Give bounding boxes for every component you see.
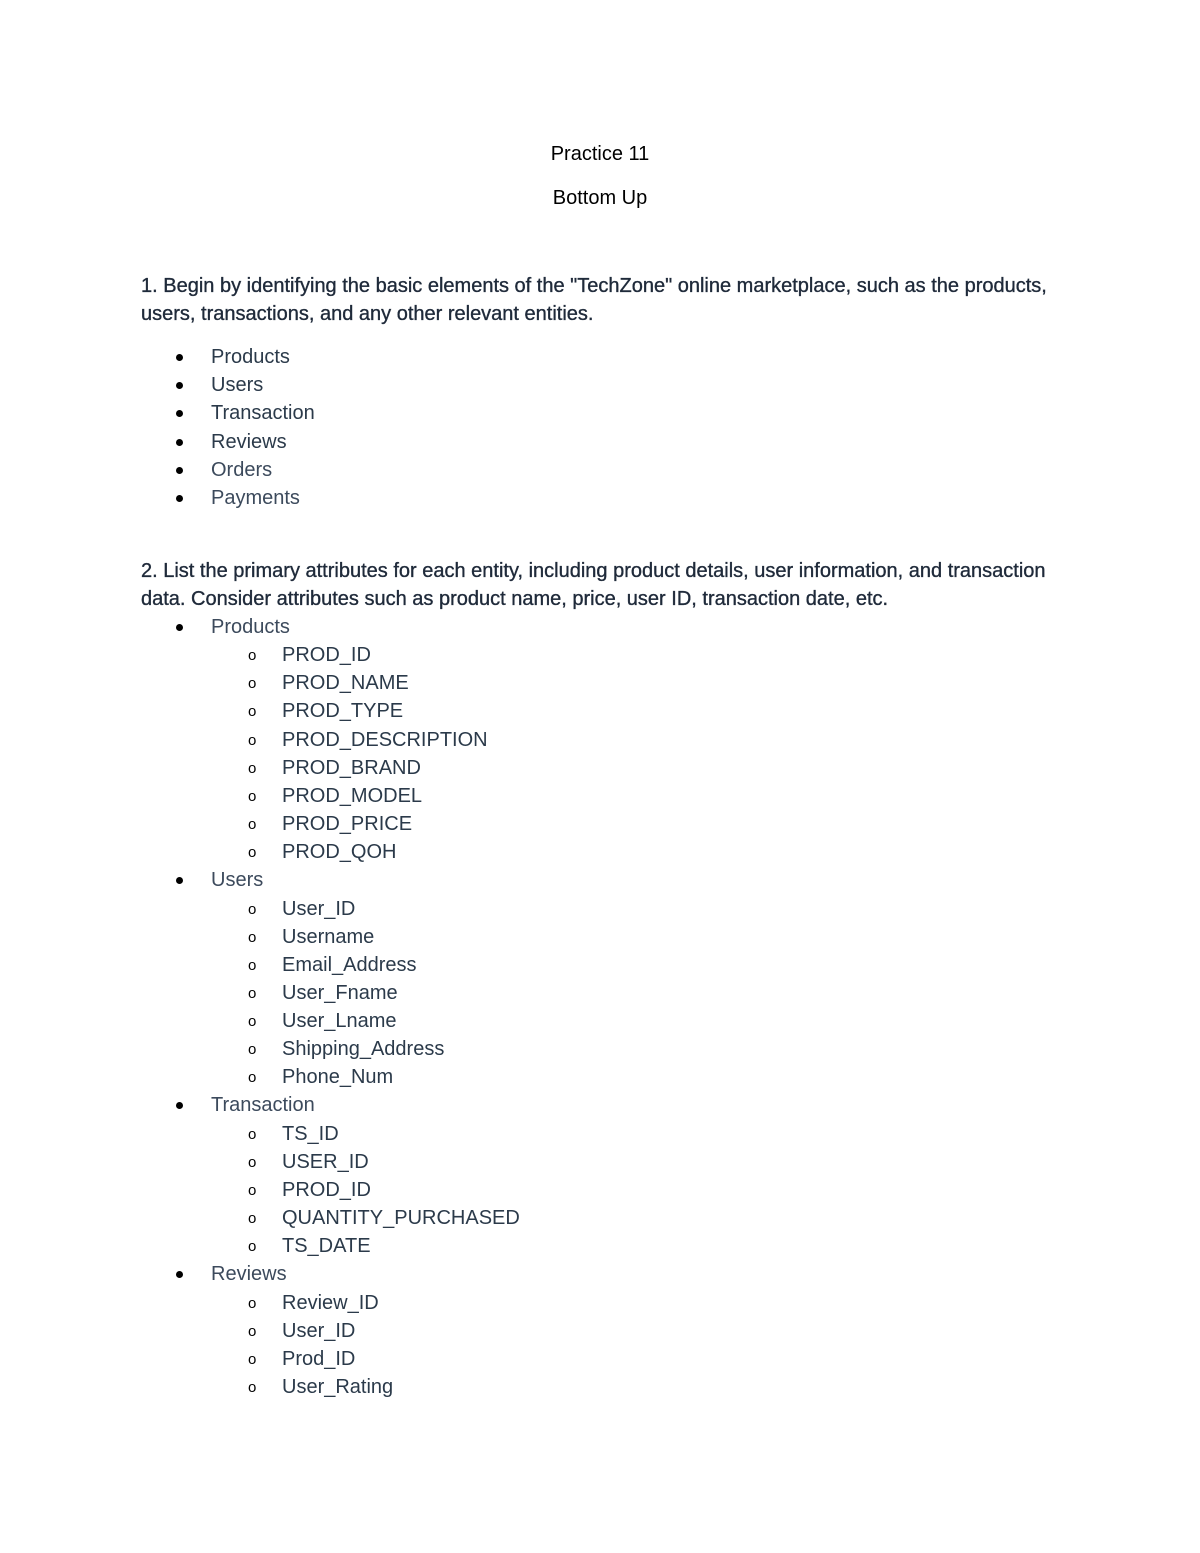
circle-bullet-icon: o (248, 1322, 257, 1340)
circle-bullet-icon: o (248, 703, 257, 721)
document-title: Practice 11 (550, 143, 650, 165)
bullet-icon (176, 467, 183, 474)
attribute-label: User_ID (282, 897, 356, 920)
bullet-icon (176, 439, 183, 446)
attribute-label: QUANTITY_PURCHASED (282, 1207, 520, 1230)
question-2: 2. List the primary attributes for each entity, including product details, user information, and transaction data. Consider attributes such as product name, price, user ID, transaction date, etc. (141, 560, 1046, 610)
circle-bullet-icon: o (248, 731, 257, 749)
attribute-label: User_Rating (282, 1375, 394, 1398)
entity-label: Transaction (211, 1094, 315, 1117)
bullet-icon (176, 877, 183, 884)
circle-bullet-icon: o (248, 928, 257, 946)
bullet-icon (176, 1102, 183, 1109)
entity-label: Reviews (211, 1263, 287, 1286)
attribute-label: PROD_DESCRIPTION (282, 728, 488, 751)
circle-bullet-icon: o (248, 956, 257, 974)
attribute-label: Review_ID (282, 1291, 379, 1314)
circle-bullet-icon: o (248, 844, 257, 862)
attribute-label: TS_ID (282, 1122, 339, 1145)
circle-bullet-icon: o (248, 816, 257, 834)
list-item-label: Transaction (211, 402, 315, 425)
bullet-icon (176, 495, 183, 502)
list-item-label: Products (211, 346, 290, 368)
entity-label: Products (211, 616, 290, 638)
circle-bullet-icon: o (248, 984, 257, 1002)
attribute-label: Phone_Num (282, 1066, 394, 1089)
document-subtitle: Bottom Up (552, 187, 648, 209)
title-block (0, 141, 1200, 229)
attribute-label: Shipping_Address (282, 1038, 445, 1061)
list-item-label: Orders (211, 458, 273, 481)
circle-bullet-icon: o (248, 1378, 257, 1396)
circle-bullet-icon: o (248, 1125, 257, 1143)
attribute-label: PROD_ID (282, 1178, 371, 1201)
attribute-label: TS_DATE (282, 1235, 371, 1258)
circle-bullet-icon: o (248, 1294, 257, 1312)
bullet-icon (176, 624, 183, 631)
circle-bullet-icon: o (248, 759, 257, 777)
bullet-icon (176, 410, 183, 417)
attribute-label: PROD_ID (282, 644, 371, 667)
attribute-label: User_ID (282, 1319, 356, 1342)
bullet-icon (176, 1271, 183, 1278)
bullet-icon (176, 382, 183, 389)
list-item-label: Reviews (211, 430, 287, 453)
circle-bullet-icon: o (248, 900, 257, 918)
circle-bullet-icon: o (248, 647, 257, 665)
attribute-label: PROD_MODEL (282, 784, 423, 807)
attribute-label: PROD_BRAND (282, 756, 421, 779)
attribute-label: User_Fname (282, 981, 398, 1004)
circle-bullet-icon: o (248, 1350, 257, 1368)
attribute-label: PROD_TYPE (282, 700, 404, 723)
bullet-icon (176, 354, 183, 361)
circle-bullet-icon: o (248, 1238, 257, 1256)
attribute-label: Prod_ID (282, 1347, 356, 1370)
attribute-label: PROD_PRICE (282, 813, 413, 836)
circle-bullet-icon: o (248, 1153, 257, 1171)
circle-bullet-icon: o (248, 1041, 257, 1059)
attribute-label: PROD_NAME (282, 672, 409, 695)
attribute-label: USER_ID (282, 1150, 369, 1173)
circle-bullet-icon: o (248, 675, 257, 693)
circle-bullet-icon: o (248, 1210, 257, 1228)
circle-bullet-icon: o (248, 1013, 257, 1031)
entity-label: Users (211, 869, 264, 892)
list-item-label: Payments (211, 486, 300, 509)
attribute-label: Email_Address (282, 953, 417, 976)
circle-bullet-icon: o (248, 1069, 257, 1087)
attribute-label: User_Lname (282, 1010, 397, 1033)
circle-bullet-icon: o (248, 787, 257, 805)
attribute-label: PROD_QOH (282, 841, 397, 864)
circle-bullet-icon: o (248, 1181, 257, 1199)
attribute-label: Username (282, 925, 375, 948)
list-item-label: Users (211, 374, 264, 397)
question-1: 1. Begin by identifying the basic elements of the "TechZone" online marketplace, such as the products, users, transactions, and any other relevant entities. (141, 275, 1047, 325)
